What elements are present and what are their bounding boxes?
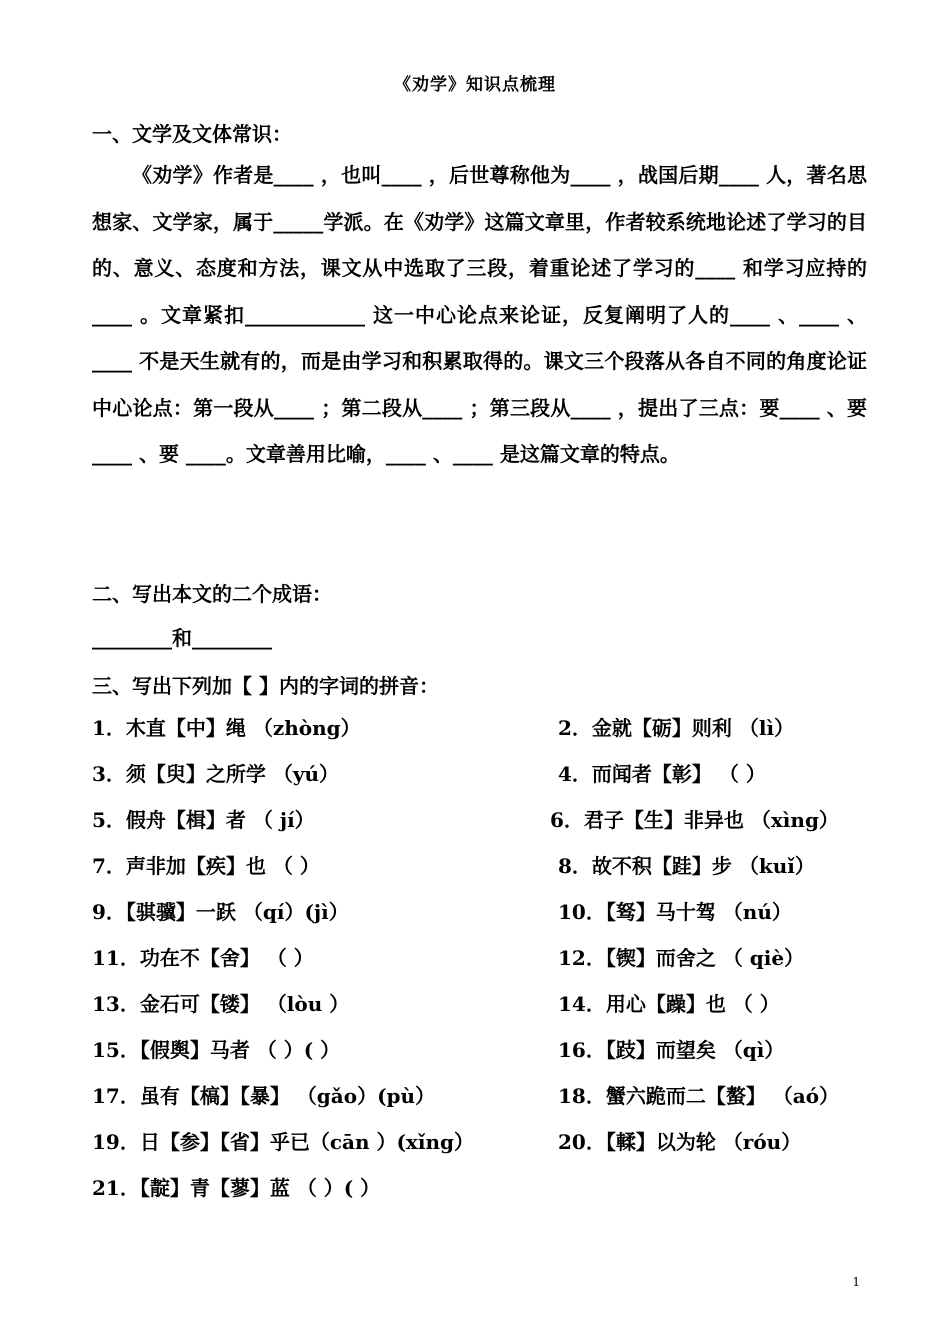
document-title: 《劝学》知识点梳理 — [394, 75, 556, 95]
section-1-heading: 一、文学及文体常识： — [92, 122, 292, 146]
pinyin-item: 9．【骐骥】一跃 （qí）(jì） — [92, 900, 349, 924]
pinyin-item: 18．蟹六跪而二【螯】 （aó） — [558, 1084, 840, 1108]
pinyin-item: 1．木直【中】绳 （zhòng） — [92, 716, 361, 740]
pinyin-item: 10．【驽】马十驾 （nú） — [558, 900, 792, 924]
pinyin-item: 13．金石可【镂】 （lòu ） — [92, 992, 350, 1016]
section-1-paragraph: 《劝学》作者是____ ，也叫____ ，后世尊称他为____ ，战国后期____ 人，著名思想家、文学家，属于_____学派。在《劝学》这篇文章里，作者较系统地论述了学习的目的、意义、态度和方法，课文从中选取了三段，着重论述了学习的____ 和学习应持的____ 。文章紧扣____________ 这一中心论点来论证，反复阐明了人的____ 、____ 、____ 不是天生就有的，而是由学习和积累取得的。课文三个段落从各自不同的角度论证中心论点：第一段从____ ；第二段从____ ；第三段从____ ，提出了三点：要____ 、要____ 、要 ____。文章善用比喻，____ 、____ 是这篇文章的特点。 — [92, 163, 867, 466]
section-3-heading: 三、写出下列加【 】内的字词的拼音： — [92, 674, 439, 698]
page-number: 1 — [852, 1275, 860, 1289]
pinyin-item: 11．功在不【舍】 （ ） — [92, 946, 314, 970]
pinyin-item: 21．【靛】青【蓼】蓝 （ ）( ） — [92, 1176, 381, 1200]
pinyin-item: 3．须【臾】之所学 （yú） — [92, 762, 340, 786]
pinyin-item: 19．日【参】【省】乎已（cān ）(xǐng） — [92, 1130, 474, 1154]
pinyin-item: 4．而闻者【彰】 （ ） — [558, 762, 766, 786]
pinyin-item: 8．故不积【跬】步 （kuǐ） — [558, 854, 815, 878]
pinyin-item: 20．【輮】以为轮 （róu） — [558, 1130, 802, 1154]
pinyin-item: 16．【跂】而望矣 （qì） — [558, 1038, 785, 1062]
idioms-answer-line: ________和________ — [92, 626, 272, 650]
pinyin-item: 7．声非加【疾】也 （ ） — [92, 854, 320, 878]
pinyin-item: 14．用心【躁】也 （ ） — [558, 992, 780, 1016]
pinyin-item: 12．【锲】而舍之 （ qiè） — [558, 946, 805, 970]
section-2-heading: 二、写出本文的二个成语： — [92, 582, 332, 606]
pinyin-item: 6．君子【生】非异也 （xìng） — [550, 808, 839, 832]
pinyin-item-list — [92, 708, 892, 1214]
pinyin-item: 2．金就【砺】则利 （lì） — [558, 716, 795, 740]
pinyin-item: 15．【假舆】马者 （ ）( ） — [92, 1038, 341, 1062]
pinyin-item: 17．虽有【槁】【暴】 （gǎo）(pù） — [92, 1084, 436, 1108]
pinyin-item: 5．假舟【楫】者 （ jí） — [92, 808, 315, 832]
